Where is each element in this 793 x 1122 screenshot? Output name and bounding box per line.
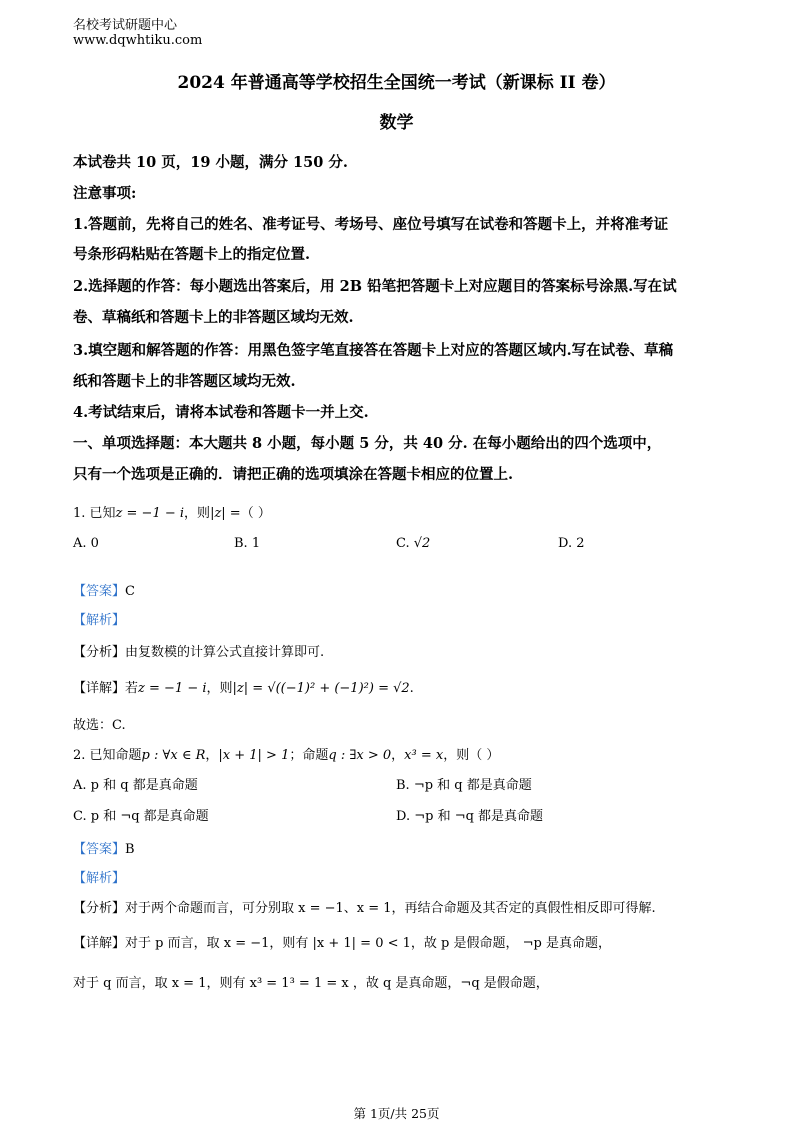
q2-stem: 2. 已知命题p : ∀x ∈ R，|x + 1| > 1；命题q : ∃x > 0，x³ = x，则（ ） — [73, 748, 500, 763]
intro-text: 本试卷共 10 页，19 小题，满分 150 分. — [73, 154, 348, 171]
q1-option-d: D. 2 — [558, 536, 585, 551]
q1-detail: 【详解】若z = −1 − i，则|z| = √((−1)² + (−1)²) = √2. — [73, 681, 414, 696]
q2-option-b: B. ¬p 和 q 都是真命题 — [396, 778, 532, 793]
notice-line: 纸和答题卡上的非答题区域均无效. — [73, 373, 296, 390]
q1-option-b: B. 1 — [234, 536, 261, 551]
notice-line: 卷、草稿纸和答题卡上的非答题区域均无效. — [73, 309, 354, 326]
subject-title: 数学 — [379, 113, 414, 133]
section-heading: 只有一个选项是正确的．请把正确的选项填涂在答题卡相应的位置上. — [73, 466, 514, 483]
q2-option-c: C. p 和 ¬q 都是真命题 — [73, 809, 209, 824]
site-name: 名校考试研题中心 — [73, 18, 178, 33]
notice-line: 3.填空题和解答题的作答：用黑色签字笔直接答在答题卡上对应的答题区域内.写在试卷、草稿 — [73, 342, 674, 359]
notice-line: 号条形码粘贴在答题卡上的指定位置. — [73, 246, 311, 263]
q1-conclusion: 故选：C. — [73, 718, 126, 733]
page-title: 2024 年普通高等学校招生全国统一考试（新课标 II 卷） — [177, 73, 616, 93]
q1-fenxi: 【分析】由复数模的计算公式直接计算即可. — [73, 645, 325, 660]
notice-title: 注意事项: — [73, 185, 137, 202]
section-heading: 一、单项选择题：本大题共 8 小题，每小题 5 分，共 40 分. 在每小题给出的四个选项中， — [73, 435, 662, 452]
q2-detail-2: 对于 q 而言，取 x = 1，则有 x³ = 1³ = 1 = x ，故 q 是真命题，¬q 是假命题， — [73, 976, 549, 991]
q1-stem: 1. 已知z = −1 − i，则|z| =（ ） — [73, 506, 271, 521]
page-footer: 第 1页/共 25页 — [353, 1106, 440, 1121]
notice-line: 4.考试结束后，请将本试卷和答题卡一并上交. — [73, 404, 369, 421]
q2-option-d: D. ¬p 和 ¬q 都是真命题 — [396, 809, 544, 824]
q2-option-a: A. p 和 q 都是真命题 — [73, 778, 198, 793]
q2-fenxi: 【分析】对于两个命题而言，可分别取 x = −1、x = 1，再结合命题及其否定的真假性相反即可得解. — [73, 901, 656, 916]
q1-analysis-tag: 【解析】 — [73, 613, 126, 628]
q1-option-c: C. √2 — [396, 536, 431, 551]
q2-detail-1: 【详解】对于 p 而言，取 x = −1，则有 |x + 1| = 0 < 1，故 p 是假命题， ¬p 是真命题， — [73, 936, 611, 951]
site-url[interactable]: www.dqwhtiku.com — [73, 33, 203, 48]
q1-option-a: A. 0 — [73, 536, 99, 551]
q2-answer: 【答案】B — [73, 842, 135, 857]
q2-analysis-tag: 【解析】 — [73, 871, 126, 886]
q1-answer: 【答案】C — [73, 584, 135, 599]
notice-line: 2.选择题的作答：每小题选出答案后，用 2B 铅笔把答题卡上对应题目的答案标号涂黑.写在试 — [73, 278, 677, 295]
notice-line: 1.答题前，先将自己的姓名、准考证号、考场号、座位号填写在试卷和答题卡上，并将准考证 — [73, 216, 669, 233]
